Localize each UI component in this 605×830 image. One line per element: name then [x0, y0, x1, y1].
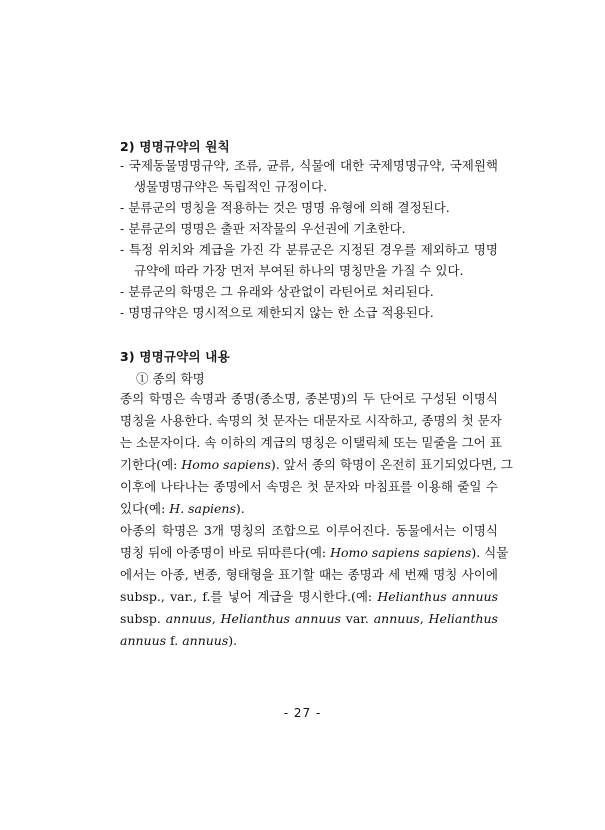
scientific-name-italic: Homo sapiens: [181, 457, 271, 472]
scientific-name-italic: Helianthus annuus: [220, 611, 341, 626]
bullet-3: - 분류군의 명명은 출판 저작물의 우선권에 기초한다.: [120, 221, 406, 236]
bullet-1-line-2: 생물명명규약은 독립적인 규정이다.: [134, 179, 328, 194]
scientific-name-italic: Homo sapiens sapiens: [330, 545, 472, 560]
bullet-4-line-1: - 특정 위치와 계급을 가진 각 분류군은 지정된 경우를 제외하고 명명: [120, 242, 498, 257]
scientific-name-italic: annuus: [120, 633, 167, 648]
para2-line-6: annuus f. annuus).: [120, 633, 238, 648]
scientific-name-italic: annuus: [165, 611, 212, 626]
scientific-name-italic: annuus: [373, 611, 420, 626]
para1-line-2: 명칭을 사용한다. 속명의 첫 문자는 대문자로 시작하고, 종명의 첫 문자: [120, 413, 502, 428]
para2-line-1: 아종의 학명은 3개 명칭의 조합으로 이루어진다. 동물에서는 이명식: [120, 523, 498, 538]
bullet-4-line-2: 규약에 따라 가장 먼저 부여된 하나의 명칭만을 가질 수 있다.: [134, 263, 464, 278]
para2-line-2: 명칭 뒤에 아종명이 바로 뒤따른다(예: Homo sapiens sapiens). 식물: [120, 545, 509, 560]
para1-line-6: 있다(예: H. sapiens).: [120, 501, 245, 516]
para1-line-1: 종의 학명은 속명과 종명(종소명, 종본명)의 두 단어로 구성된 이명식: [120, 391, 498, 406]
section-2-heading: 2) 명명규약의 원칙: [120, 139, 230, 154]
bullet-6: - 명명규약은 명시적으로 제한되지 않는 한 소급 적용된다.: [120, 305, 434, 320]
bullet-5: - 분류군의 학명은 그 유래와 상관없이 라틴어로 처리된다.: [120, 284, 434, 299]
bullet-2: - 분류군의 명칭을 적용하는 것은 명명 유형에 의해 결정된다.: [120, 200, 450, 215]
scientific-name-italic: H. sapiens: [169, 501, 236, 516]
para1-line-3: 는 소문자이다. 속 이하의 계급의 명칭은 이탤릭체 또는 밑줄을 그어 표: [120, 435, 502, 450]
subheading-species-name: ① 종의 학명: [136, 371, 205, 386]
bullet-1-line-1: - 국제동물명명규약, 조류, 균류, 식물에 대한 국제명명규약, 국제원핵: [120, 158, 498, 173]
para1-line-4: 기한다(예: Homo sapiens). 앞서 종의 학명이 온전히 표기되었다면, 그: [120, 457, 513, 472]
scientific-name-italic: Helianthus annuus: [377, 589, 498, 604]
para1-line-5: 이후에 나타나는 종명에서 속명은 첫 문자와 마침표를 이용해 줄일 수: [120, 479, 498, 494]
page-number: - 27 -: [283, 706, 322, 720]
section-3-heading: 3) 명명규약의 내용: [120, 349, 230, 364]
scientific-name-italic: annuus: [182, 633, 229, 648]
scientific-name-italic: Helianthus: [428, 611, 498, 626]
para2-line-3: 에서는 아종, 변종, 형태형을 표기할 때는 종명과 세 번째 명칭 사이에: [120, 567, 498, 582]
para2-line-4: subsp., var., f.를 넣어 계급을 명시한다.(예: Helianthus annuus: [120, 589, 498, 604]
para2-line-5: subsp. annuus, Helianthus annuus var. annuus, Helianthus: [120, 611, 498, 626]
